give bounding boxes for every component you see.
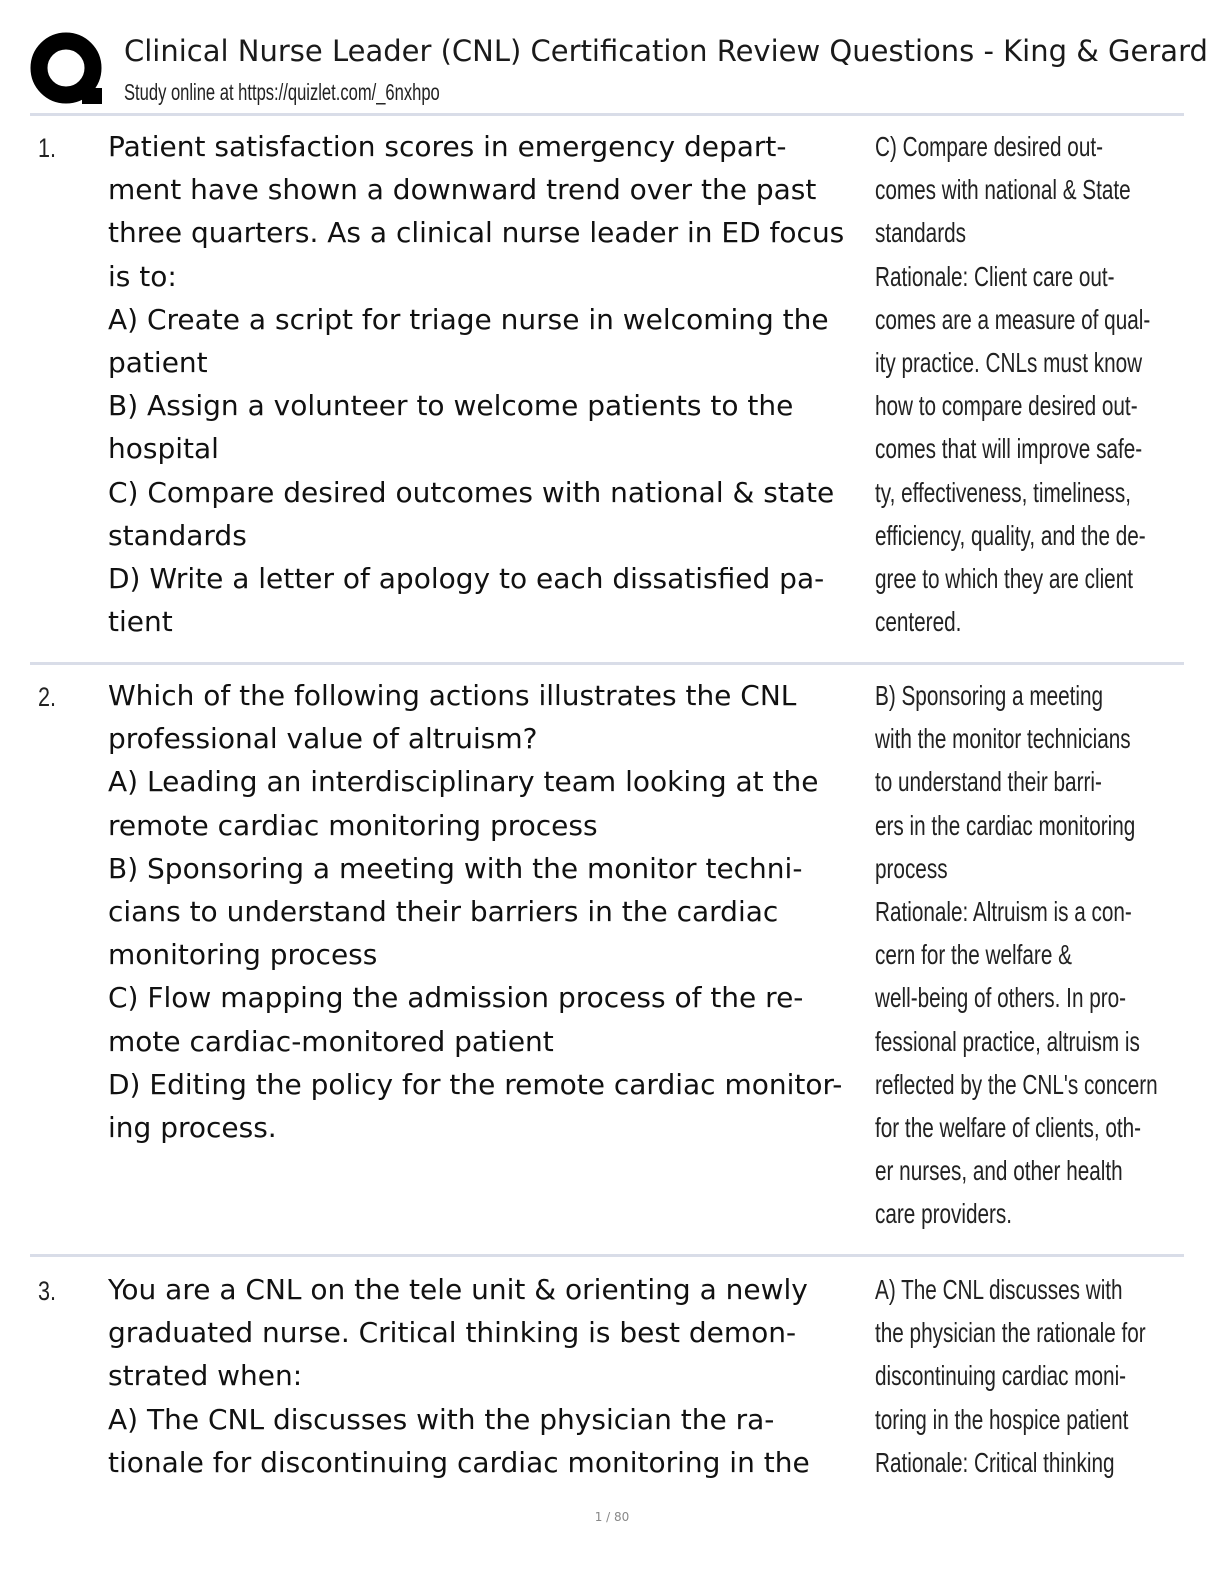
answer-line: efficiency, quality, and the de- xyxy=(875,519,1146,551)
question-line: tient xyxy=(108,605,173,639)
answer-line: toring in the hospice patient xyxy=(875,1403,1129,1435)
answer-line: B) Sponsoring a meeting xyxy=(875,680,1104,711)
answer-line: Rationale: Altruism is a con- xyxy=(875,895,1132,927)
answer-line: cern for the welfare & xyxy=(875,939,1072,971)
question-divider xyxy=(30,1254,1184,1257)
question-text xyxy=(108,125,844,643)
answer-line: ity practice. CNLs must know xyxy=(875,346,1143,378)
answer-line: comes are a measure of qual- xyxy=(875,303,1151,335)
question-line: professional value of altruism? xyxy=(108,722,538,756)
question-line: graduated nurse. Critical thinking is best demon- xyxy=(108,1316,797,1350)
question-line: Patient satisfaction scores in emergency depart- xyxy=(108,130,787,163)
question-line: A) Leading an interdisciplinary team looking at the xyxy=(108,765,819,799)
answer-line: well-being of others. In pro- xyxy=(875,982,1127,1014)
answer-line: comes with national & State xyxy=(875,174,1131,206)
question-line: strated when: xyxy=(108,1359,303,1393)
question-line: cians to understand their barriers in the cardiac xyxy=(108,894,779,928)
question-line: B) Sponsoring a meeting with the monitor techni- xyxy=(108,851,803,885)
question-line: A) Create a script for triage nurse in welcoming the xyxy=(108,302,829,336)
answer-text xyxy=(875,1268,1224,1484)
question-line: C) Flow mapping the admission process of the re- xyxy=(108,981,804,1015)
answer-line: to understand their barri- xyxy=(875,766,1102,798)
question-line: B) Assign a volunteer to welcome patients to the xyxy=(108,389,794,423)
question-line: ing process. xyxy=(108,1110,277,1144)
question-line: patient xyxy=(108,345,208,379)
question-text xyxy=(108,1268,810,1484)
answer-line: for the welfare of clients, oth- xyxy=(875,1111,1142,1143)
answer-line: ty, effectiveness, timeliness, xyxy=(875,476,1132,508)
answer-line: reflected by the CNL's concern xyxy=(875,1068,1158,1100)
question-line: C) Compare desired outcomes with national & state xyxy=(108,475,835,509)
question-line: ment have shown a downward trend over the past xyxy=(108,173,817,207)
answer-line: with the monitor technicians xyxy=(875,723,1131,755)
page-number: 1 / 80 xyxy=(594,1510,630,1524)
answer-line: care providers. xyxy=(875,1198,1013,1230)
answer-text xyxy=(875,125,1224,643)
answer-line: gree to which they are client xyxy=(875,562,1133,594)
answer-line: C) Compare desired out- xyxy=(875,131,1104,162)
question-divider xyxy=(30,662,1184,665)
question-line: tionale for discontinuing cardiac monitoring in the xyxy=(108,1445,810,1479)
question-line: You are a CNL on the tele unit & orienting a newly xyxy=(108,1273,808,1306)
answer-line: ers in the cardiac monitoring xyxy=(875,809,1136,841)
header-divider xyxy=(30,113,1184,116)
question-line: D) Write a letter of apology to each dissatisfied pa- xyxy=(108,561,825,595)
question-line: A) The CNL discusses with the physician the ra- xyxy=(108,1402,775,1436)
question-text xyxy=(108,674,842,1149)
question-line: D) Editing the policy for the remote cardiac monitor- xyxy=(108,1067,843,1101)
question-line: hospital xyxy=(108,432,219,466)
answer-line: how to compare desired out- xyxy=(875,390,1138,422)
question-line: Which of the following actions illustrates the CNL xyxy=(108,679,797,712)
question-number: 3. xyxy=(38,1276,57,1306)
document-title: Clinical Nurse Leader (CNL) Certification Review Questions - King & Gerard xyxy=(124,34,1208,68)
answer-line: the physician the rationale for xyxy=(875,1317,1146,1349)
answer-line: fessional practice, altruism is xyxy=(875,1025,1140,1057)
question-line: is to: xyxy=(108,259,177,293)
answer-line: Rationale: Client care out- xyxy=(875,260,1115,292)
quizlet-logo xyxy=(30,32,104,106)
answer-text xyxy=(875,674,1224,1235)
answer-line: centered. xyxy=(875,606,962,638)
answer-line: standards xyxy=(875,217,966,249)
answer-line: A) The CNL discusses with xyxy=(875,1274,1123,1305)
study-online-link[interactable]: Study online at https://quizlet.com/_6nxhpo xyxy=(124,79,440,105)
question-line: monitoring process xyxy=(108,938,378,972)
question-number: 1. xyxy=(38,133,57,163)
question-line: three quarters. As a clinical nurse leader in ED focus xyxy=(108,216,845,250)
question-line: remote cardiac monitoring process xyxy=(108,808,598,842)
answer-line: process xyxy=(875,852,948,884)
question-line: mote cardiac-monitored patient xyxy=(108,1024,554,1058)
answer-line: Rationale: Critical thinking xyxy=(875,1446,1115,1478)
question-number: 2. xyxy=(38,682,57,712)
answer-line: er nurses, and other health xyxy=(875,1155,1123,1187)
question-line: standards xyxy=(108,518,247,552)
answer-line: discontinuing cardiac moni- xyxy=(875,1360,1127,1392)
answer-line: comes that will improve safe- xyxy=(875,433,1143,465)
